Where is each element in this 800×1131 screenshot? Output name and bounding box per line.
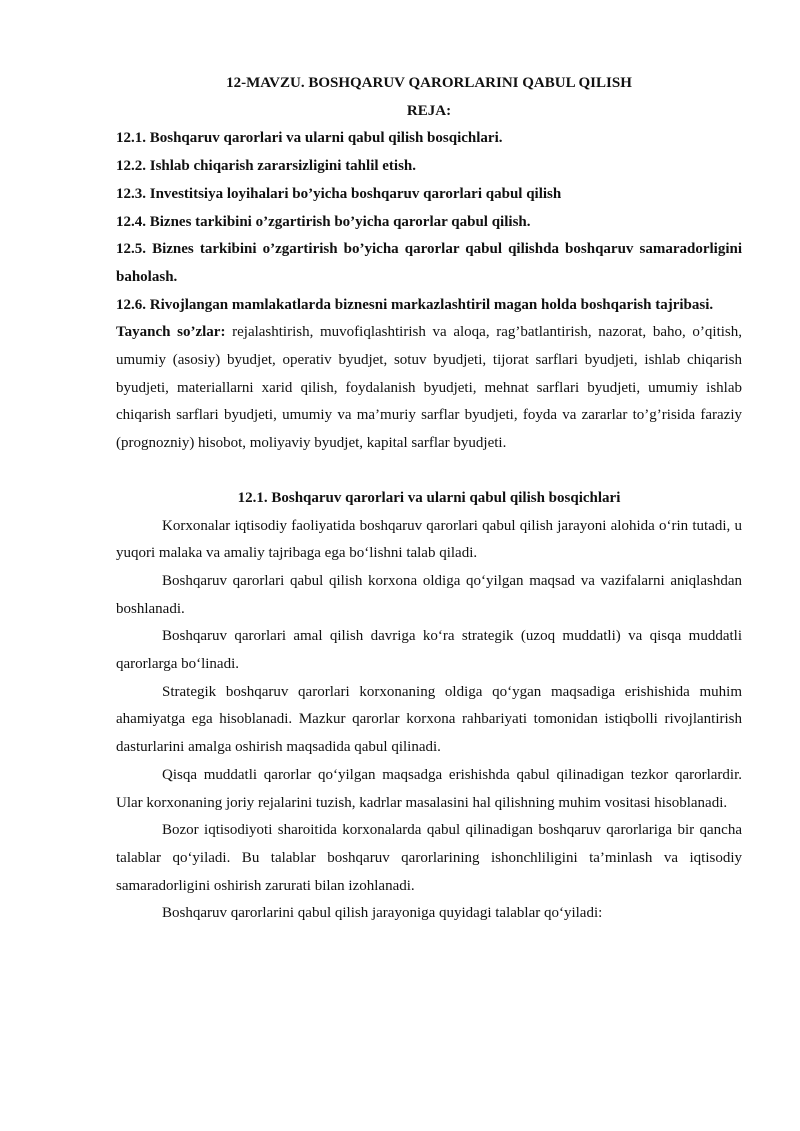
plan-item-1: 12.1. Boshqaruv qarorlari va ularni qabul qilish bosqichlari.	[116, 130, 503, 147]
document-title: 12-MAVZU. BOSHQARUV QARORLARINI QABUL QILISH	[226, 75, 632, 91]
plan-item-6: 12.6. Rivojlangan mamlakatlarda biznesni markazlashtiril magan holda boshqarish tajribasi.	[116, 296, 714, 313]
plan-label: REJA:	[406, 102, 452, 119]
paragraph-5: Qisqa muddatli qarorlar qo‘yilgan maqsadga erishishda qabul qilinadigan tezkor qarorlardir. Ular korxonaning joriy rejalarini tuzish, kadrlar masalasini hal qilishning muhim vositasi hisoblanadi.	[116, 766, 742, 811]
plan-item-4: 12.4. Biznes tarkibini o’zgartirish bo’yicha qarorlar qabul qilish.	[116, 213, 531, 230]
paragraph-6: Bozor iqtisodiyoti sharoitida korxonalarda qabul qilinadigan boshqaruv qarorlariga bir qancha talablar qo‘yiladi. Bu talablar boshqaruv qarorlarining ishonchliligini ta’minlash va iqtisodiy samaradorligini oshirish zarurati bilan izohlanadi.	[116, 822, 742, 894]
paragraph-4: Strategik boshqaruv qarorlari korxonaning oldiga qo‘ygan maqsadiga erishishida muhim ahamiyatga ega hisoblanadi. Mazkur qarorlar korxona rahbariyati tomonidan istiqbolli rivojlantirish dasturlarini amalga oshirish maqsadida qabul qilinadi.	[116, 683, 742, 756]
paragraph-3: Boshqaruv qarorlari amal qilish davriga ko‘ra strategik (uzoq muddatli) va qisqa muddatli qarorlarga bo‘linadi.	[116, 628, 742, 673]
plan-item-3: 12.3. Investitsiya loyihalari bo’yicha boshqaruv qarorlari qabul qilish	[116, 185, 562, 202]
keywords-paragraph	[116, 319, 742, 458]
keywords-label: Tayanch so’zlar:	[116, 324, 226, 341]
plan-item-2: 12.2. Ishlab chiqarish zararsizligini tahlil etish.	[116, 158, 417, 175]
keywords-text: rejalashtirish, muvofiqlashtirish va aloqa, rag’batlantirish, nazorat, baho, o’qitish, umumiy (asosiy) byudjet, operativ byudjet, sotuv byudjeti, tijorat sarflari byudjeti, ishlab chiqarish byudjeti, materiallarni xarid qilish, foydalanish byudjeti, mehnat sarflari byudjeti, umumiy ishlab chiqarish sarflari byudjeti, umumiy va ma’muriy sarflar byudjeti, foyda va zararlar to’g’risida faraziy (prognozniy) hisobot, moliyaviy byudjet, kapital sarflar byudjeti.	[116, 324, 742, 452]
plan-item-5: 12.5. Biznes tarkibini o’zgartirish bo’yicha qarorlar qabul qilishda boshqaruv samaradorligini baholash.	[116, 241, 742, 285]
paragraph-1: Korxonalar iqtisodiy faoliyatida boshqaruv qarorlari qabul qilish jarayoni alohida o‘rin tutadi, u yuqori malaka va amaliy tajribaga ega bo‘lishni talab qiladi.	[116, 517, 742, 562]
paragraph-7: Boshqaruv qarorlarini qabul qilish jarayoniga quyidagi talablar qo‘yiladi:	[162, 905, 603, 922]
document-page	[116, 70, 742, 928]
section-title: 12.1. Boshqaruv qarorlari va ularni qabul qilish bosqichlari	[237, 489, 621, 506]
paragraph-2: Boshqaruv qarorlari qabul qilish korxona oldiga qo‘yilgan maqsad va vazifalarni aniqlashdan boshlanadi.	[116, 572, 742, 617]
